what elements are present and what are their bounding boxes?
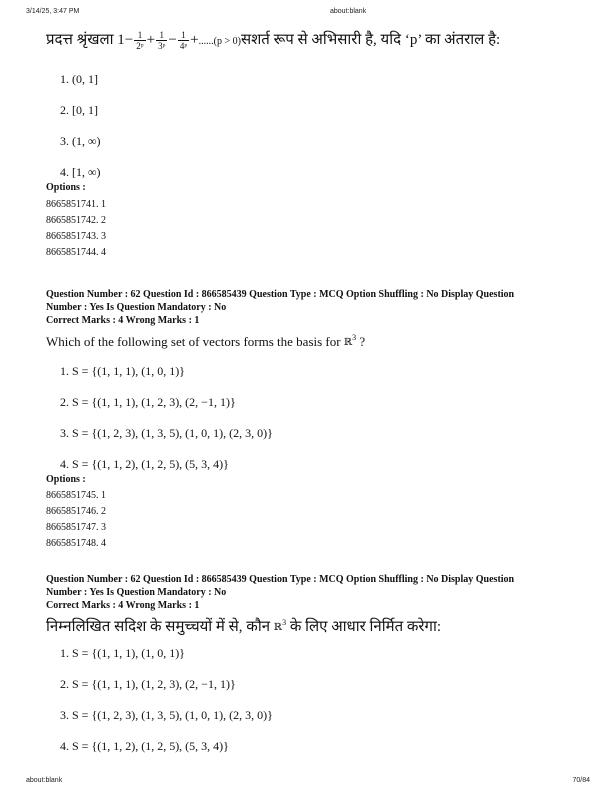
series-term-1: $\frac{1}{\text{2ᵖ}}$ xyxy=(136,30,144,52)
option-id-1: 8665851741. 1 xyxy=(46,199,106,210)
print-footer-url: about:blank xyxy=(26,777,63,784)
question-meta-line1: Question Number : 62 Question Id : 866585439 Question Type : MCQ Option Shuffling : No Display Question xyxy=(46,574,515,585)
print-title: about:blank xyxy=(330,8,367,15)
option-id-4: 8665851748. 4 xyxy=(46,538,106,549)
question-62-hindi xyxy=(46,573,576,755)
question-suffix: सशर्त रूप से अभिसारी है, यदि ‘p’ का अंतराल है: xyxy=(240,32,501,48)
option-4: 4. [1, ∞) xyxy=(60,165,101,179)
options-label: Options : xyxy=(46,182,86,193)
option-2: 2. [0, 1] xyxy=(60,103,98,117)
question-marks: Correct Marks : 4 Wrong Marks : 1 xyxy=(46,600,200,611)
option-3: 3. S = {(1, 2, 3), (1, 3, 5), (1, 0, 1), (2, 3, 0)} xyxy=(60,708,273,722)
series-op-3: + xyxy=(190,32,199,48)
page-number: 70/84 xyxy=(572,777,590,784)
series-term-3: $\frac{1}{\text{4ᵖ}}$ xyxy=(179,30,188,52)
question-meta-line2: Number : Yes Is Question Mandatory : No xyxy=(46,302,227,313)
option-4: 4. S = {(1, 1, 2), (1, 2, 5), (5, 3, 4)} xyxy=(60,457,229,471)
series-op-2: − xyxy=(168,32,177,48)
option-3: 3. S = {(1, 2, 3), (1, 3, 5), (1, 0, 1), (2, 3, 0)} xyxy=(60,426,273,440)
option-id-3: 8665851743. 3 xyxy=(46,231,106,242)
option-1: 1. (0, 1] xyxy=(60,72,98,86)
option-4: 4. S = {(1, 1, 2), (1, 2, 5), (5, 3, 4)} xyxy=(60,739,229,753)
option-2: 2. S = {(1, 1, 1), (1, 2, 3), (2, −1, 1)} xyxy=(60,395,236,409)
question-meta-line1: Question Number : 62 Question Id : 866585439 Question Type : MCQ Option Shuffling : No Display Question xyxy=(46,289,515,300)
options-label: Options : xyxy=(46,474,86,485)
series-term-2: $\frac{1}{\text{3ᵖ}}$ xyxy=(158,30,166,52)
option-id-4: 8665851744. 4 xyxy=(46,247,106,258)
question-62-english xyxy=(46,288,576,551)
option-2: 2. S = {(1, 1, 1), (1, 2, 3), (2, −1, 1)} xyxy=(60,677,236,691)
real-numbers-symbol: ℝ xyxy=(273,622,283,633)
option-id-3: 8665851747. 3 xyxy=(46,522,106,533)
option-id-2: 8665851746. 2 xyxy=(46,506,106,517)
question-marks: Correct Marks : 4 Wrong Marks : 1 xyxy=(46,315,200,326)
real-numbers-symbol: ℝ xyxy=(343,337,353,348)
print-datetime: 3/14/25, 3:47 PM xyxy=(26,8,80,15)
question-61 xyxy=(46,30,576,260)
series-op-1: + xyxy=(146,32,156,48)
question-text xyxy=(46,30,576,52)
option-id-1: 8665851745. 1 xyxy=(46,490,106,501)
option-3: 3. (1, ∞) xyxy=(60,134,101,148)
option-id-2: 8665851742. 2 xyxy=(46,215,106,226)
question-text: Which of the following set of vectors forms the basis for ℝ$^3$ ? xyxy=(46,333,366,349)
option-1: 1. S = {(1, 1, 1), (1, 0, 1)} xyxy=(60,364,185,378)
question-text: निम्नलिखित सदिश के समुच्चयों में से, कौन ℝ$^3$ के लिए आधार निर्मित करेगा: xyxy=(46,618,442,635)
question-meta-line2: Number : Yes Is Question Mandatory : No xyxy=(46,587,227,598)
series-condition: ......(p > 0) xyxy=(198,36,241,47)
option-1: 1. S = {(1, 1, 1), (1, 0, 1)} xyxy=(60,646,185,660)
question-prefix: प्रदत्त श्रृंखला 1− xyxy=(46,32,134,48)
